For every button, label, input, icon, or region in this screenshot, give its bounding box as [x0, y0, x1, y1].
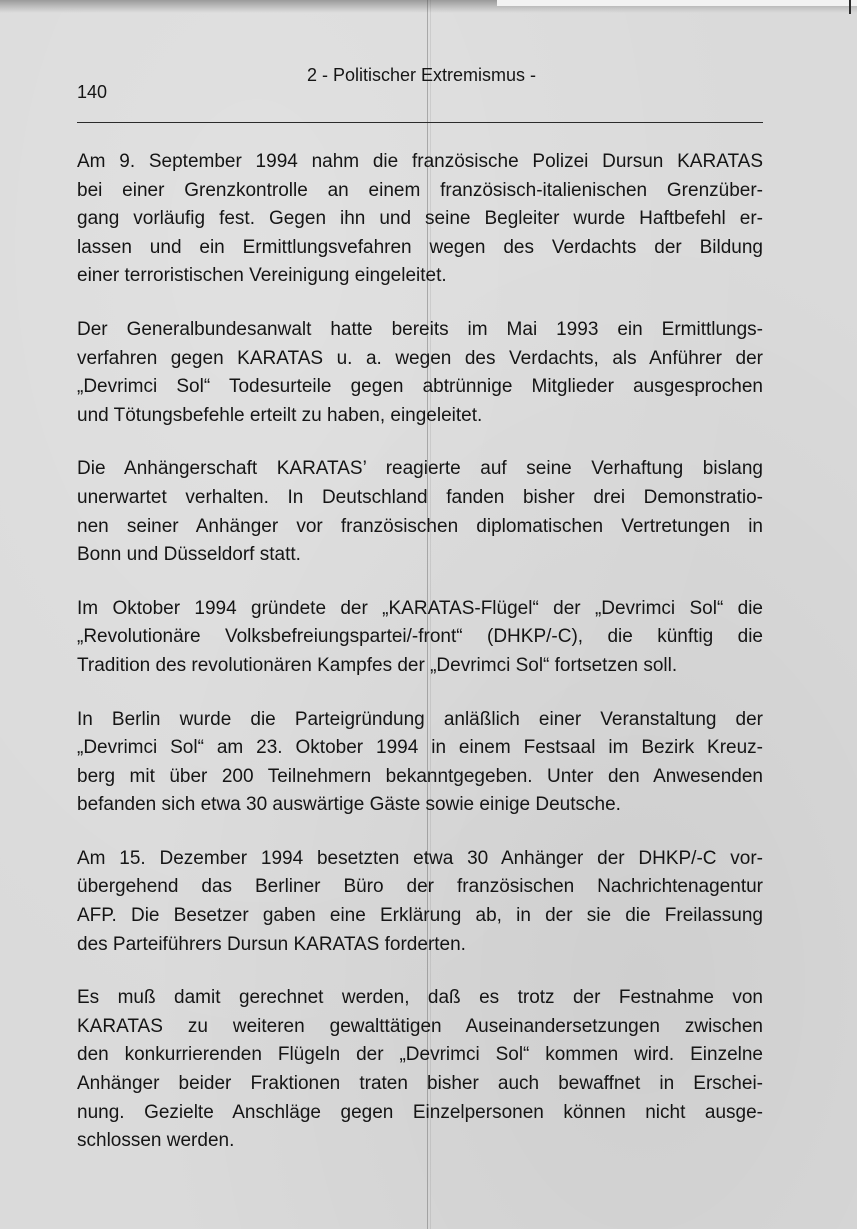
text-line: gang vorläufig fest. Gegen ihn und seine Begleiter wurde Haftbefehl er-	[77, 208, 763, 230]
paragraph	[77, 595, 763, 681]
text-line: Es muß damit gerechnet werden, daß es trotz der Festnahme von	[77, 987, 763, 1009]
text-line: Am 15. Dezember 1994 besetzten etwa 30 Anhänger der DHKP/-C vor-	[77, 847, 763, 869]
text-line: nen seiner Anhänger vor französischen diplomatischen Vertretungen in	[77, 515, 763, 537]
text-line: Tradition des revolutionären Kampfes der „Devrimci Sol“ fortsetzen soll.	[77, 654, 678, 676]
text-line: In Berlin wurde die Parteigründung anläßlich einer Veranstaltung der	[77, 708, 763, 730]
paragraph	[77, 316, 763, 430]
text-line: einer terroristischen Vereinigung eingeleitet.	[77, 265, 447, 287]
text-line: übergehend das Berliner Büro der französischen Nachrichtenagentur	[77, 876, 763, 898]
header-rule	[77, 122, 763, 123]
text-line: Der Generalbundesanwalt hatte bereits im Mai 1993 ein Ermittlungs-	[77, 318, 763, 340]
text-line: „Revolutionäre Volksbefreiungspartei/-front“ (DHKP/-C), die künftig die	[77, 626, 763, 648]
text-line: Die Anhängerschaft KARATAS’ reagierte auf seine Verhaftung bislang	[77, 458, 763, 480]
text-line: unerwartet verhalten. In Deutschland fanden bisher drei Demonstratio-	[77, 486, 763, 508]
page-number: 140	[77, 82, 108, 102]
text-line: Anhänger beider Fraktionen traten bisher auch bewaffnet in Erschei-	[77, 1073, 763, 1095]
page-header	[77, 58, 763, 124]
paragraph	[77, 148, 763, 291]
text-line: Im Oktober 1994 gründete der „KARATAS-Flügel“ der „Devrimci Sol“ die	[77, 597, 763, 619]
text-line: KARATAS zu weiteren gewalttätigen Auseinandersetzungen zwischen	[77, 1015, 763, 1037]
paragraph	[77, 845, 763, 959]
text-line: den konkurrierenden Flügeln der „Devrimci Sol“ kommen wird. Einzelne	[77, 1044, 763, 1066]
paragraph	[77, 455, 763, 569]
text-line: „Devrimci Sol“ am 23. Oktober 1994 in einem Festsaal im Bezirk Kreuz-	[77, 737, 763, 759]
text-line: AFP. Die Besetzer gaben eine Erklärung ab, in der sie die Freilassung	[77, 905, 763, 927]
running-title: 2 - Politischer Extremismus -	[307, 65, 537, 85]
text-line: nung. Gezielte Anschläge gegen Einzelpersonen können nicht ausge-	[77, 1101, 763, 1123]
text-line: des Parteiführers Dursun KARATAS forderten.	[77, 933, 466, 955]
text-line: befanden sich etwa 30 auswärtige Gäste sowie einige Deutsche.	[77, 794, 621, 816]
text-line: bei einer Grenzkontrolle an einem französisch-italienischen Grenzüber-	[77, 179, 763, 201]
paragraph	[77, 984, 763, 1156]
text-line: verfahren gegen KARATAS u. a. wegen des Verdachts, als Anführer der	[77, 347, 763, 369]
scan-edge-mark	[849, 0, 851, 14]
text-line: schlossen werden.	[77, 1130, 235, 1152]
text-line: Am 9. September 1994 nahm die französische Polizei Dursun KARATAS	[77, 151, 763, 172]
scan-top-edge	[0, 0, 857, 13]
text-line: berg mit über 200 Teilnehmern bekanntgegeben. Unter den Anwesenden	[77, 765, 763, 787]
text-line: und Tötungsbefehle erteilt zu haben, eingeleitet.	[77, 404, 483, 426]
text-line: lassen und ein Ermittlungsvefahren wegen des Verdachts der Bildung	[77, 236, 763, 258]
text-line: Bonn und Düsseldorf statt.	[77, 544, 301, 566]
text-line: „Devrimci Sol“ Todesurteile gegen abtrünnige Mitglieder ausgesprochen	[77, 376, 763, 398]
body-text	[77, 148, 763, 1181]
paragraph	[77, 706, 763, 820]
